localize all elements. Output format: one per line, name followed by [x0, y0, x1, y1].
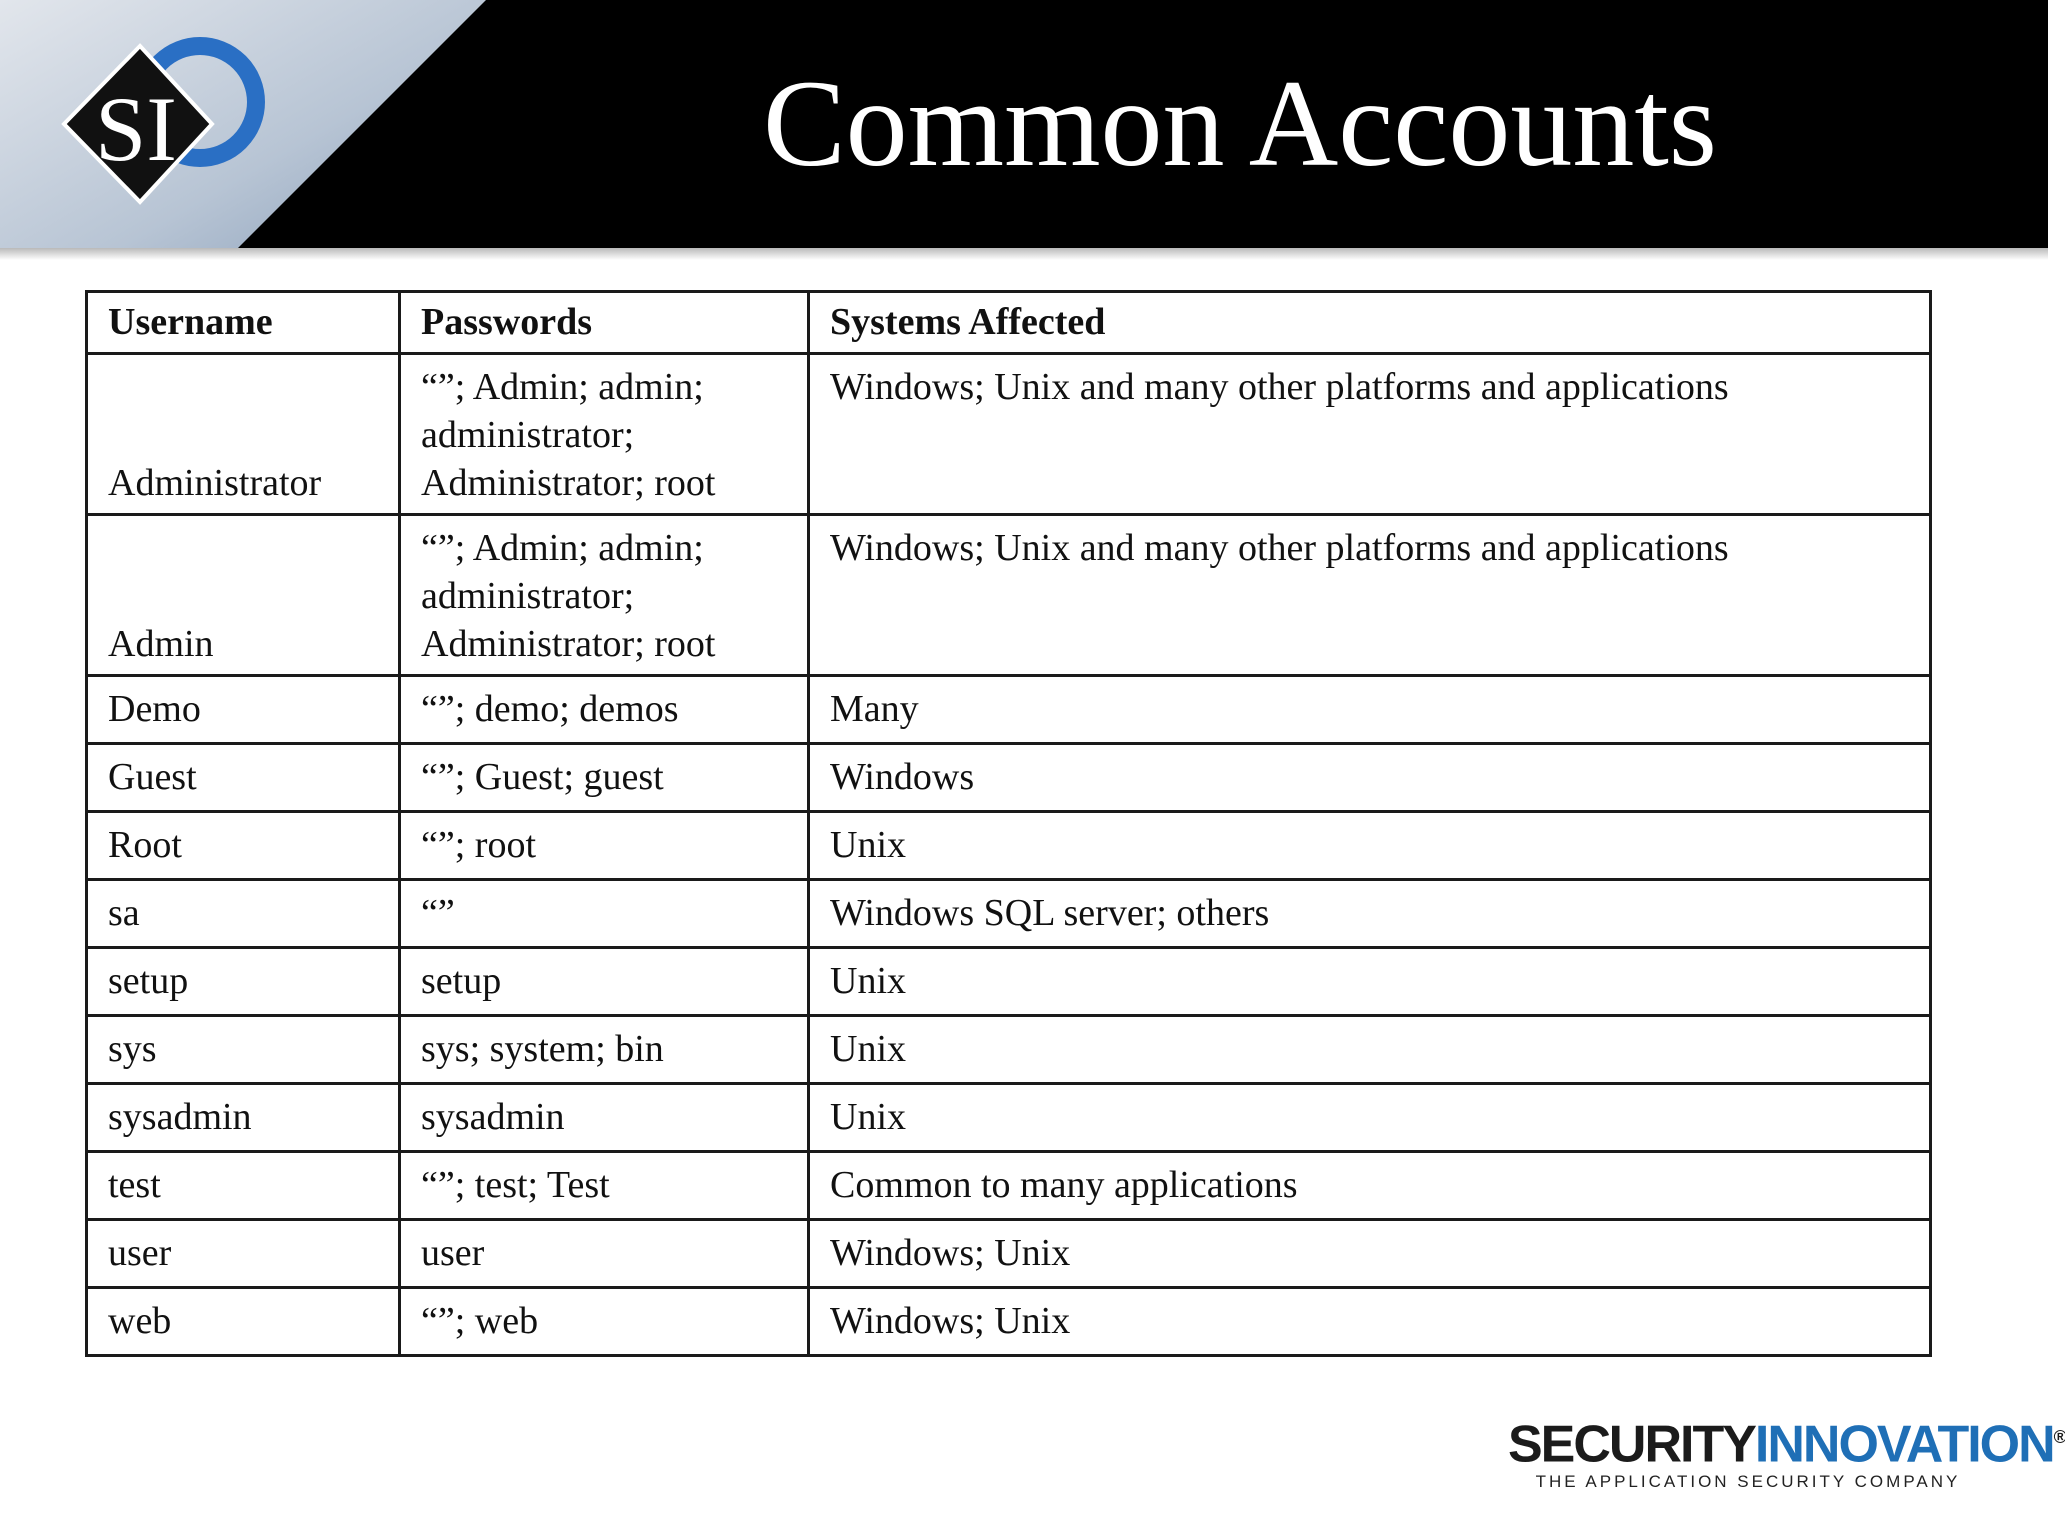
table-row: [87, 676, 1931, 744]
brand-tagline: THE APPLICATION SECURITY COMPANY: [1535, 1472, 1961, 1491]
systems-cell: Windows; Unix and many other platforms and applications: [809, 515, 1931, 676]
username-cell: Guest: [87, 744, 400, 812]
systems-cell: Unix: [809, 948, 1931, 1016]
brand-name-part1: SECURITY: [1508, 1415, 1755, 1474]
table-row: [87, 1084, 1931, 1152]
passwords-cell: user: [400, 1220, 809, 1288]
si-diamond-logo-icon: [40, 22, 260, 222]
slide-header: [0, 0, 2048, 250]
passwords-cell: “”: [400, 880, 809, 948]
passwords-cell: “”; demo; demos: [400, 676, 809, 744]
username-cell: Demo: [87, 676, 400, 744]
username-cell: sa: [87, 880, 400, 948]
header-shadow: [0, 248, 2048, 260]
table-row: [87, 354, 1931, 515]
passwords-cell: “”; Guest; guest: [400, 744, 809, 812]
systems-cell: Common to many applications: [809, 1152, 1931, 1220]
table-row: [87, 1016, 1931, 1084]
passwords-cell: sysadmin: [400, 1084, 809, 1152]
username-cell: sysadmin: [87, 1084, 400, 1152]
table-row: [87, 1220, 1931, 1288]
table-row: [87, 1288, 1931, 1356]
passwords-cell: “”; Admin; admin; administrator; Administrator; root: [400, 515, 809, 676]
passwords-cell: sys; system; bin: [400, 1016, 809, 1084]
systems-cell: Unix: [809, 1016, 1931, 1084]
security-innovation-brand-logo: [1508, 1406, 2065, 1516]
brand-name-part2: INNOVATION: [1754, 1415, 2054, 1474]
table-row: [87, 515, 1931, 676]
table-row: [87, 812, 1931, 880]
table-row: [87, 880, 1931, 948]
systems-cell: Windows: [809, 744, 1931, 812]
username-cell: web: [87, 1288, 400, 1356]
registered-mark: ®: [2053, 1427, 2065, 1447]
username-cell: test: [87, 1152, 400, 1220]
username-cell: sys: [87, 1016, 400, 1084]
brand-name: [1508, 1406, 2065, 1475]
username-cell: Root: [87, 812, 400, 880]
header-username: Username: [87, 292, 400, 354]
table-row: [87, 948, 1931, 1016]
username-cell: setup: [87, 948, 400, 1016]
passwords-cell: setup: [400, 948, 809, 1016]
table-row: [87, 744, 1931, 812]
systems-cell: Windows; Unix: [809, 1220, 1931, 1288]
passwords-cell: “”; root: [400, 812, 809, 880]
table-header-row: [87, 292, 1931, 354]
systems-cell: Many: [809, 676, 1931, 744]
systems-cell: Windows; Unix and many other platforms and applications: [809, 354, 1931, 515]
table-row: [87, 1152, 1931, 1220]
header-passwords: Passwords: [400, 292, 809, 354]
systems-cell: Unix: [809, 1084, 1931, 1152]
username-cell: user: [87, 1220, 400, 1288]
passwords-cell: “”; Admin; admin; administrator; Administrator; root: [400, 354, 809, 515]
systems-cell: Unix: [809, 812, 1931, 880]
logo-text: SI: [95, 78, 177, 180]
username-cell: Administrator: [87, 354, 400, 515]
passwords-cell: “”; web: [400, 1288, 809, 1356]
slide-title: Common Accounts: [762, 55, 1718, 192]
systems-cell: Windows; Unix: [809, 1288, 1931, 1356]
header-systems-affected: Systems Affected: [809, 292, 1931, 354]
passwords-cell: “”; test; Test: [400, 1152, 809, 1220]
username-cell: Admin: [87, 515, 400, 676]
accounts-table: [85, 290, 1932, 1357]
systems-cell: Windows SQL server; others: [809, 880, 1931, 948]
